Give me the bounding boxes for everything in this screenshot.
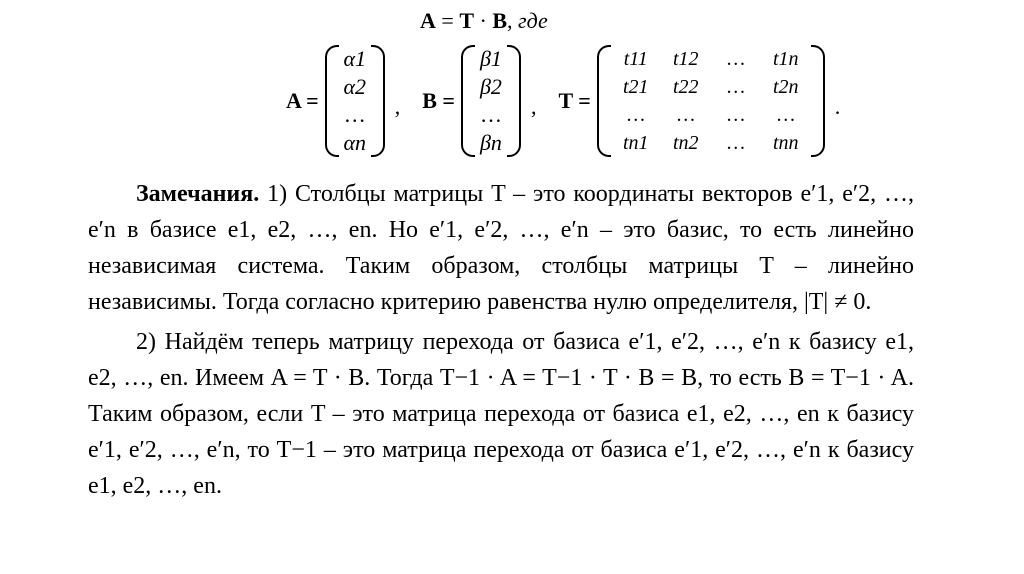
matrix-t-entry: … [725,104,746,126]
matrix-a-entry: α2 [343,74,366,99]
comma: , [507,8,513,33]
remark-paragraph-2 [88,324,914,504]
matrix-t-entry: … [725,132,746,154]
matrix-b-entry: β1 [479,46,502,71]
matrix-a-entry: … [343,102,366,127]
matrix-t-entry: … [675,104,696,126]
equals-sign: = [435,8,460,33]
where-word: где [512,8,548,33]
remark-paragraph-1 [88,176,914,320]
matrix-b-entry: β2 [479,74,502,99]
matrix-b-entry: … [479,102,502,127]
period: . [834,94,841,119]
symbol-t: T [459,8,474,33]
matrix-a-entry: αn [343,130,366,155]
comma: , [530,94,537,119]
matrix-definitions [286,42,840,160]
matrix-t-entry: tn2 [672,132,699,154]
remarks-block [88,176,914,504]
matrix-t-entry: … [725,48,746,70]
remark-2-text: 2) Найдём теперь матрицу перехода от базиса e′1, e′2, …, e′n к базису e1, e2, …, en. Имеем A = T · B. Тогда T−1 · A = T−1 · T · B = B, то есть B = T−1 · A. Таким образом, если T – это матрица перехода от базиса e1, e2, …, en к базису e′1, e′2, …, e′n, то T−1 – это матрица перехода от базиса e′1, e′2, …, e′n к базису e1, e2, …, en. [88,329,914,499]
matrix-t-entry: tnn [772,132,799,154]
matrix-a-entry: α1 [343,46,366,71]
matrix-t-entry: t2n [772,76,799,98]
remarks-heading: Замечания. [136,181,260,207]
matrix-t-entry: … [725,76,746,98]
symbol-a: A [420,8,436,33]
matrix-b-entry: βn [479,130,502,155]
matrix-t-entry: t11 [623,48,648,70]
matrix-t-entry: t12 [672,48,699,70]
symbol-b: B [492,8,508,33]
dot-operator: · [474,8,493,33]
remark-1-text: 1) Столбцы матрицы T – это координаты векторов e′1, e′2, …, e′n в базисе e1, e2, …, en. Но e′1, e′2, …, e′n – это базис, то есть линейно независимая система. Таким образом, столбцы матрицы T – линейно независимы. Тогда согласно критерию равенства нулю определителя, |T| ≠ 0. [88,181,914,315]
matrix-t-row [611,46,811,72]
matrix-t-entry: t21 [622,76,649,98]
header-formula [420,8,548,34]
matrix-t-row [611,74,811,100]
comma: , [394,94,401,119]
matrix-t-entry: … [625,104,646,126]
matrix-b-label: B = [422,88,455,113]
matrix-b [461,45,521,157]
matrix-a [325,45,385,157]
matrix-t-label: T = [558,88,591,113]
matrix-t-row [611,102,811,128]
matrix-a-label: A = [286,88,319,113]
matrix-t-entry: t1n [772,48,799,70]
matrix-t-row [611,130,811,156]
matrix-t [597,45,825,157]
matrix-t-entry: … [775,104,796,126]
matrix-t-entry: tn1 [622,132,649,154]
matrix-t-entry: t22 [672,76,699,98]
